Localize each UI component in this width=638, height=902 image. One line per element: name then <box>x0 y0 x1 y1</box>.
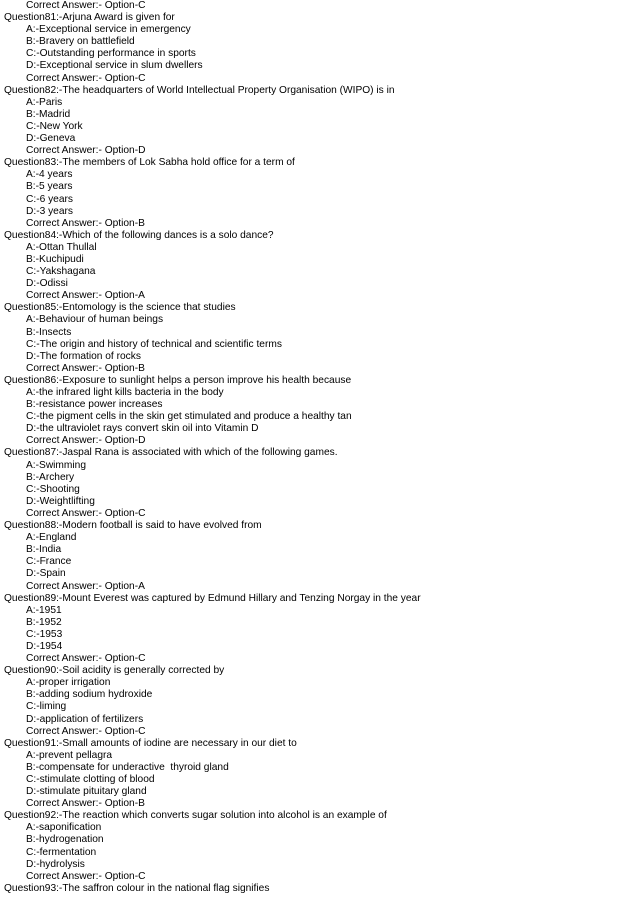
option-d: D:-Odissi <box>26 278 68 290</box>
question-text: Question85:-Entomology is the science that studies <box>4 302 236 314</box>
question-block <box>0 302 638 375</box>
question-text: Question82:-The headquarters of World Intellectual Property Organisation (WIPO) is in <box>4 84 395 96</box>
option-b: B:-Madrid <box>26 108 71 120</box>
option-b: B:-5 years <box>26 181 73 193</box>
option-c: C:-Outstanding performance in sports <box>26 48 196 60</box>
option-b: B:-Insects <box>26 326 72 338</box>
option-b: B:-1952 <box>26 616 62 628</box>
question-text: Question81:-Arjuna Award is given for <box>4 12 175 24</box>
option-d: D:-3 years <box>26 205 73 217</box>
option-b: B:-India <box>26 544 62 556</box>
option-c: C:-France <box>26 556 72 568</box>
option-b: B:-Archery <box>26 471 75 483</box>
option-a: A:-4 years <box>26 169 73 181</box>
option-c: C:-New York <box>26 120 83 132</box>
option-d: D:-Exceptional service in slum dwellers <box>26 60 203 72</box>
option-c: C:-Shooting <box>26 483 80 495</box>
option-b: B:-compensate for underactive thyroid gland <box>26 761 229 773</box>
option-c: C:-The origin and history of technical and scientific terms <box>26 338 282 350</box>
option-b: B:-Bravery on battlefield <box>26 36 135 48</box>
correct-answer: Correct Answer:- Option-D <box>26 435 146 447</box>
correct-answer: Correct Answer:- Option-B <box>26 798 145 810</box>
option-a: A:-proper irrigation <box>26 677 111 689</box>
question-text: Question84:-Which of the following dances is a solo dance? <box>4 229 274 241</box>
option-d: D:-The formation of rocks <box>26 350 141 362</box>
option-d: D:-1954 <box>26 640 63 652</box>
option-c: C:-stimulate clotting of blood <box>26 774 155 785</box>
correct-answer: Correct Answer:- Option-C <box>26 507 146 519</box>
question-block <box>0 375 638 448</box>
question-block <box>0 230 638 303</box>
option-a: A:-1951 <box>26 604 62 616</box>
correct-answer: Correct Answer:- Option-C <box>26 725 146 737</box>
question-text: Question89:-Mount Everest was captured by Edmund Hillary and Tenzing Norgay in the year <box>4 592 421 604</box>
option-c: C:-the pigment cells in the skin get stimulated and produce a healthy tan <box>26 411 352 423</box>
question-block <box>0 593 638 666</box>
question-block <box>0 12 638 85</box>
option-d: D:-stimulate pituitary gland <box>26 786 147 798</box>
option-c: C:-Yakshagana <box>26 266 96 278</box>
correct-answer: Correct Answer:- Option-A <box>26 290 145 302</box>
correct-answer: Correct Answer:- Option-A <box>26 580 145 592</box>
option-b: B:-resistance power increases <box>26 399 163 411</box>
option-a: A:-the infrared light kills bacteria in the body <box>26 387 224 398</box>
question-block <box>0 157 638 230</box>
option-d: D:-Spain <box>26 568 66 580</box>
question-text: Question88:-Modern football is said to have evolved from <box>4 520 262 532</box>
question-block <box>0 665 638 738</box>
question-list <box>0 12 638 895</box>
option-c: C:-6 years <box>26 193 73 205</box>
option-c: C:-liming <box>26 701 67 713</box>
question-text: Question86:-Exposure to sunlight helps a person improve his health because <box>4 374 352 386</box>
correct-answer: Correct Answer:- Option-B <box>26 217 145 229</box>
correct-answer: Correct Answer:- Option-C <box>26 0 146 11</box>
correct-answer: Correct Answer:- Option-C <box>26 72 146 84</box>
option-c: C:-1953 <box>26 628 63 640</box>
question-text: Question87:-Jaspal Rana is associated with which of the following games. <box>4 447 338 459</box>
correct-answer: Correct Answer:- Option-D <box>26 145 146 157</box>
option-a: A:-Exceptional service in emergency <box>26 24 191 36</box>
option-d: D:-application of fertilizers <box>26 713 144 725</box>
correct-answer: Correct Answer:- Option-C <box>26 653 146 665</box>
question-text: Question93:-The saffron colour in the national flag signifies <box>4 882 270 894</box>
option-a: A:-Paris <box>26 96 63 108</box>
option-a: A:-prevent pellagra <box>26 749 113 761</box>
question-block <box>0 810 638 883</box>
option-c: C:-fermentation <box>26 846 97 858</box>
question-block <box>0 447 638 520</box>
question-text: Question92:-The reaction which converts sugar solution into alcohol is an example of <box>4 810 387 822</box>
option-a: A:-Swimming <box>26 459 87 471</box>
question-text: Question91:-Small amounts of iodine are necessary in our diet to <box>4 737 297 749</box>
option-d: D:-the ultraviolet rays convert skin oil into Vitamin D <box>26 423 259 435</box>
question-block <box>0 85 638 158</box>
option-a: A:-Ottan Thullal <box>26 241 97 253</box>
option-b: B:-adding sodium hydroxide <box>26 689 153 701</box>
question-block <box>0 738 638 811</box>
option-a: A:-saponification <box>26 822 102 834</box>
option-b: B:-hydrogenation <box>26 834 104 846</box>
correct-answer: Correct Answer:- Option-B <box>26 362 145 374</box>
question-text: Question90:-Soil acidity is generally corrected by <box>4 665 225 677</box>
question-block <box>0 520 638 593</box>
option-d: D:-hydrolysis <box>26 858 85 870</box>
option-a: A:-Behaviour of human beings <box>26 314 164 326</box>
question-block <box>0 883 638 895</box>
option-b: B:-Kuchipudi <box>26 253 84 265</box>
question-text: Question83:-The members of Lok Sabha hold office for a term of <box>4 157 295 169</box>
correct-answer: Correct Answer:- Option-C <box>26 870 146 882</box>
option-d: D:-Weightlifting <box>26 495 95 507</box>
option-a: A:-England <box>26 532 77 544</box>
option-d: D:-Geneva <box>26 133 76 145</box>
